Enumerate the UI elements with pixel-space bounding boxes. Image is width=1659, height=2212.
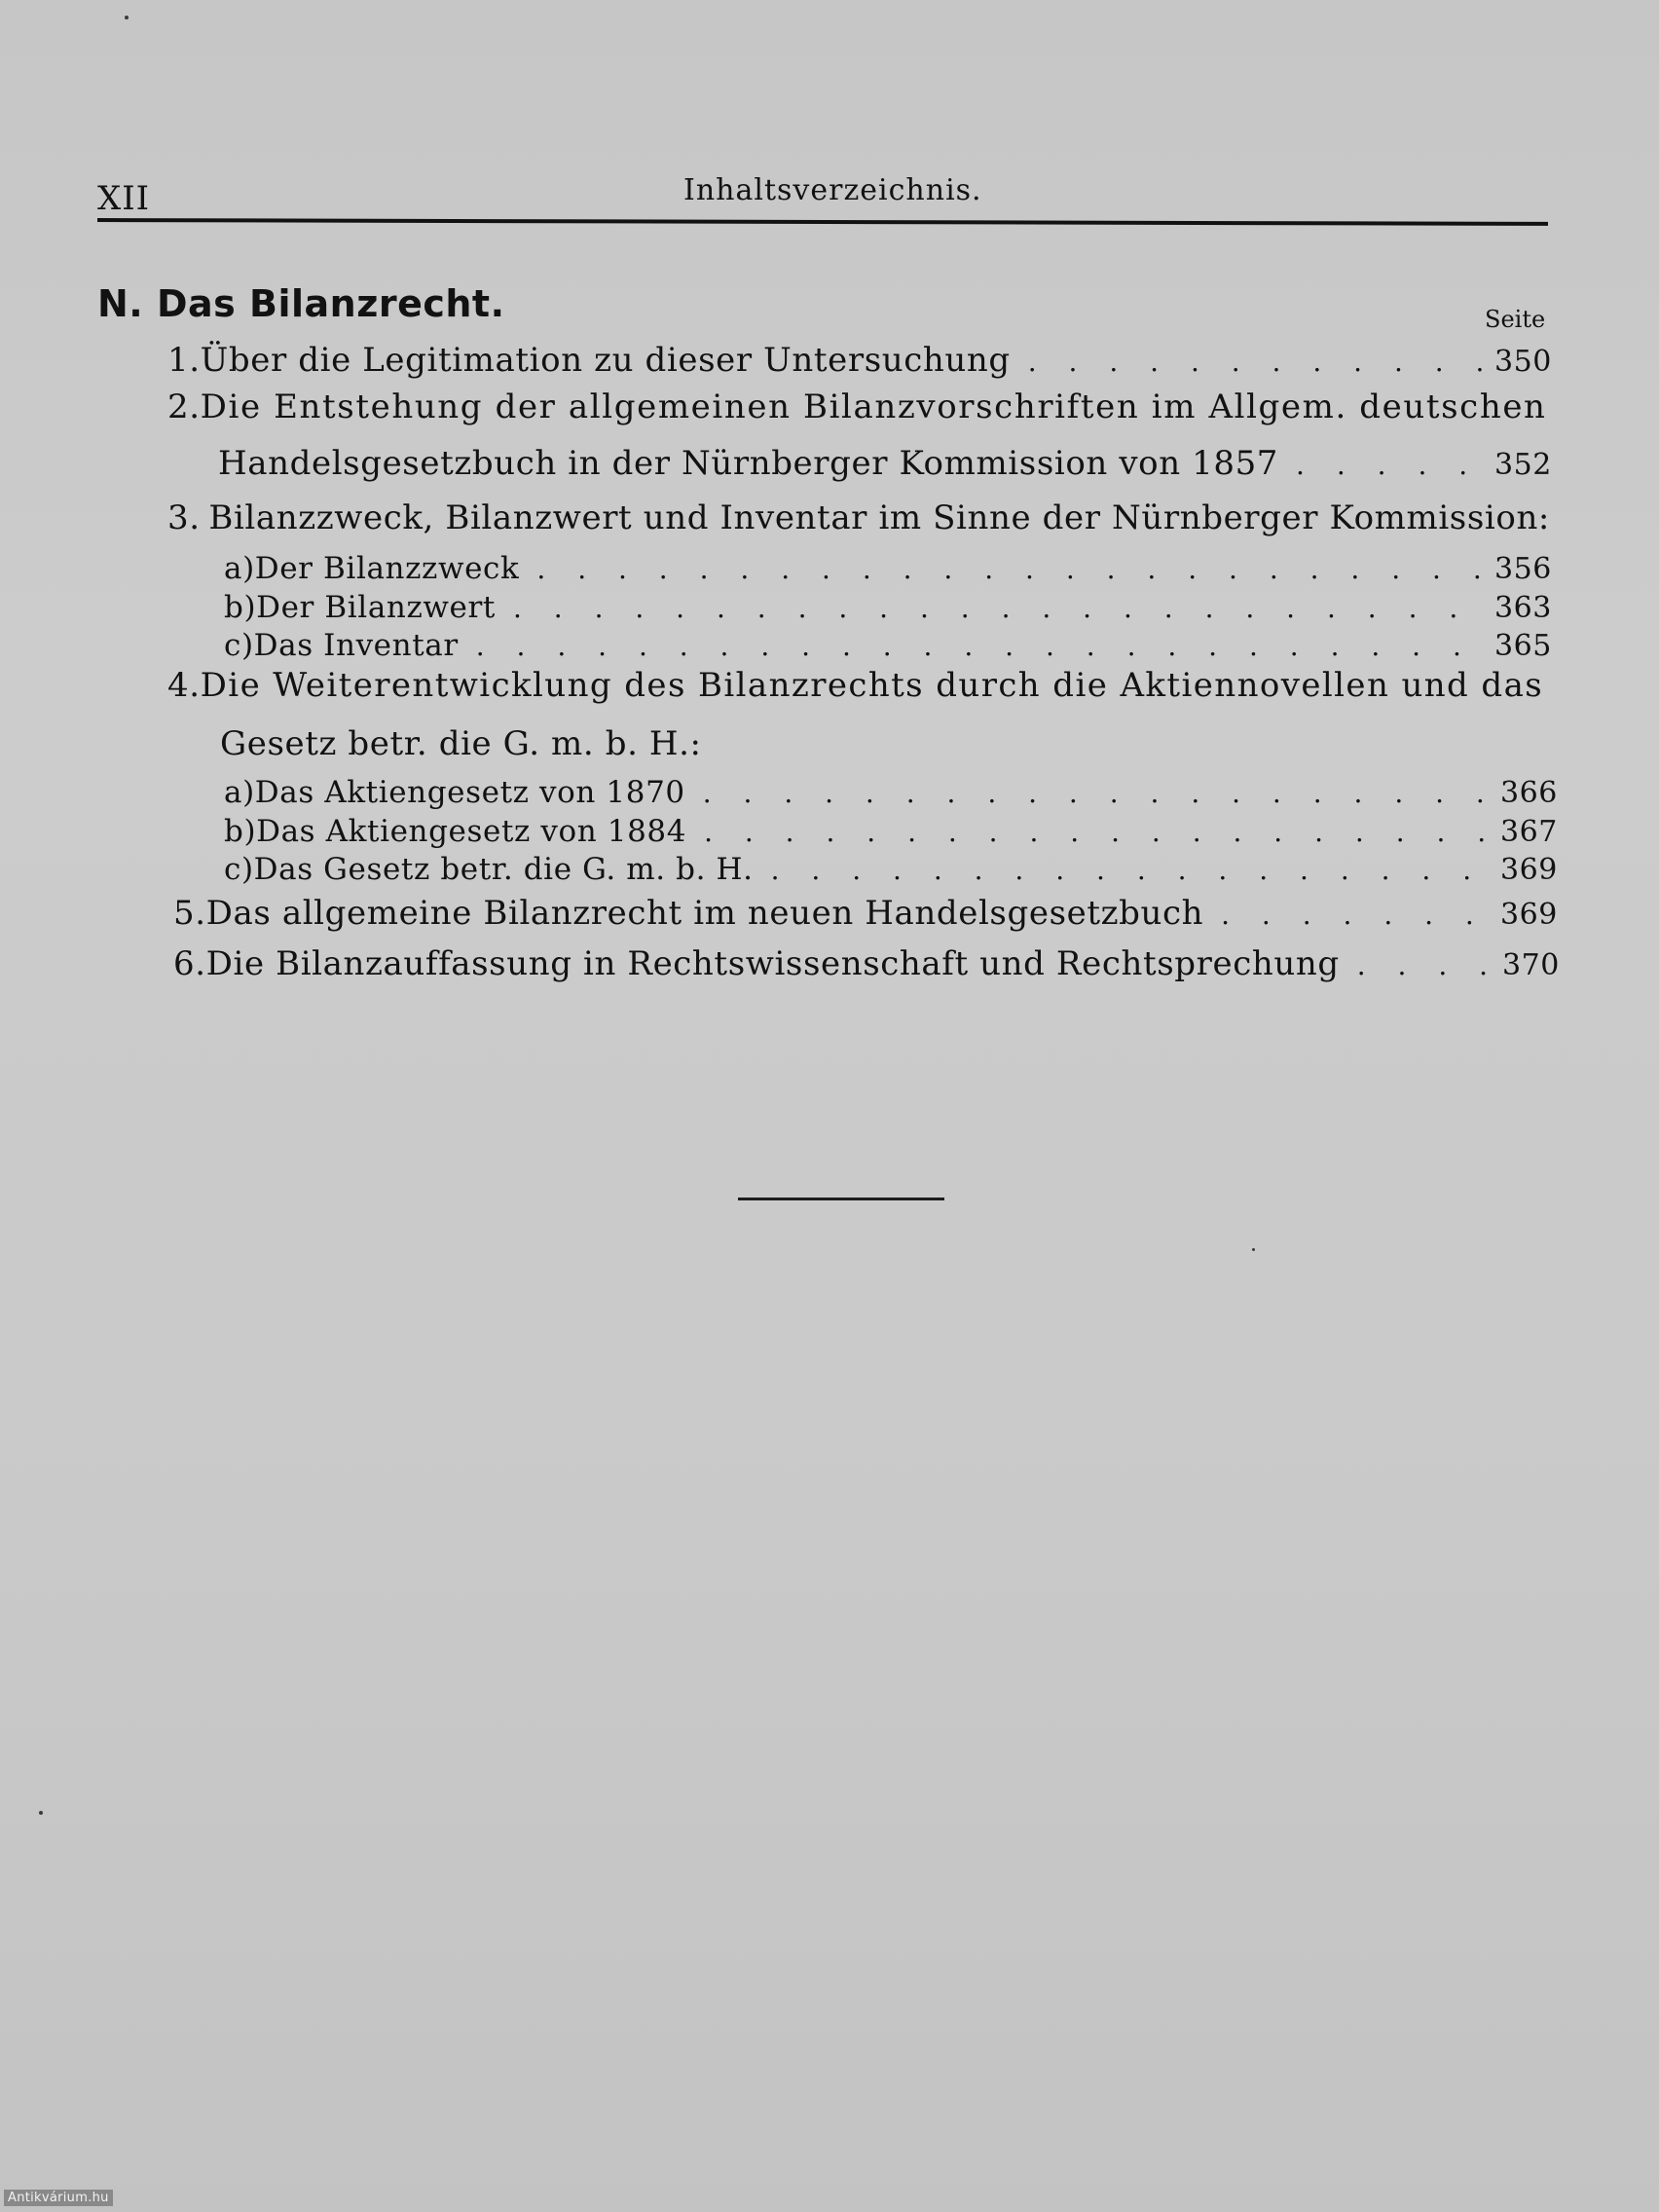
- toc-entry-2: [167, 387, 1547, 426]
- sub-entry-page: 369: [1499, 853, 1558, 887]
- paper-speck: [39, 1811, 43, 1815]
- toc-entry-6: [173, 944, 1560, 983]
- entry-title: Die Bilanzauffassung in Rechtswissenschaft und Rechtsprechung: [205, 944, 1340, 983]
- page-number: XII: [97, 179, 151, 218]
- entry-number: 2.: [167, 387, 201, 426]
- toc-entry-1: [167, 341, 1552, 380]
- entry-number: 1.: [167, 341, 201, 380]
- toc-sub-entry-3b: [224, 590, 1552, 625]
- dot-leader: [513, 592, 1489, 624]
- dot-leader: [704, 816, 1494, 848]
- toc-entry-2-continuation: [218, 444, 1552, 483]
- sub-entry-title: Das Inventar: [253, 628, 459, 663]
- dot-leader: [476, 630, 1489, 662]
- watermark: Antikvárium.hu: [4, 2190, 113, 2206]
- dot-leader: [703, 777, 1494, 809]
- entry-page: 352: [1493, 448, 1552, 482]
- sub-entry-label: c): [224, 852, 254, 887]
- toc-entry-3: [167, 498, 1550, 537]
- toc-entry-4: [167, 666, 1544, 705]
- sub-entry-label: a): [224, 775, 255, 810]
- entry-page: 369: [1499, 898, 1558, 932]
- dot-leader: [1221, 899, 1494, 931]
- sub-entry-label: a): [224, 551, 255, 586]
- entry-title: Das allgemeine Bilanzrecht im neuen Handelsgesetzbuch: [205, 894, 1204, 933]
- entry-title-line-2: Handelsgesetzbuch in der Nürnberger Kommission von 1857: [218, 444, 1279, 483]
- entry-page: 370: [1501, 948, 1560, 982]
- dot-leader: [1028, 346, 1489, 378]
- paper-speck: [1252, 1248, 1255, 1251]
- entry-number: 3.: [167, 498, 201, 537]
- entry-title: Bilanzzweck, Bilanzwert und Inventar im Sinne der Nürnberger Kommission:: [208, 498, 1550, 537]
- toc-sub-entry-4b: [224, 814, 1558, 849]
- closing-rule: [738, 1198, 944, 1200]
- toc-sub-entry-4c: [224, 852, 1558, 887]
- entry-number: 6.: [173, 944, 206, 983]
- sub-entry-title: Der Bilanzwert: [256, 590, 496, 625]
- toc-sub-entry-4a: [224, 775, 1558, 810]
- paper-speck: [125, 16, 129, 19]
- sub-entry-label: b): [224, 814, 257, 849]
- sub-entry-page: 366: [1499, 776, 1558, 810]
- dot-leader: [536, 553, 1489, 585]
- sub-entry-page: 365: [1493, 629, 1552, 663]
- entry-number: 4.: [167, 666, 201, 705]
- entry-title: Über die Legitimation zu dieser Untersuchung: [200, 341, 1011, 380]
- sub-entry-page: 356: [1493, 552, 1552, 586]
- sub-entry-title: Das Aktiengesetz von 1884: [256, 814, 687, 849]
- toc-sub-entry-3a: [224, 551, 1552, 586]
- dot-leader: [1357, 949, 1496, 981]
- toc-sub-entry-3c: [224, 628, 1552, 663]
- running-head: [97, 173, 1548, 222]
- sub-entry-title: Der Bilanzzweck: [254, 551, 520, 586]
- running-title: Inhaltsverzeichnis.: [683, 173, 982, 207]
- sub-entry-title: Das Aktiengesetz von 1870: [254, 775, 685, 810]
- sub-entry-label: c): [224, 628, 254, 663]
- entry-number: 5.: [173, 894, 206, 933]
- dot-leader: [1296, 449, 1489, 481]
- page-column-label: Seite: [1485, 306, 1546, 333]
- sub-entry-title: Das Gesetz betr. die G. m. b. H.: [253, 852, 754, 887]
- toc-entry-4-continuation: [220, 724, 1096, 763]
- section-heading: N. Das Bilanzrecht.: [97, 282, 505, 325]
- toc-entry-5: [173, 894, 1558, 933]
- sub-entry-label: b): [224, 590, 257, 625]
- entry-page: 350: [1493, 345, 1552, 379]
- entry-title-line-1: Die Entstehung der allgemeinen Bilanzvorschriften im Allgem. deutschen: [200, 387, 1547, 426]
- sub-entry-page: 367: [1499, 815, 1558, 849]
- entry-title-line-2: Gesetz betr. die G. m. b. H.:: [220, 724, 702, 763]
- dot-leader: [771, 854, 1494, 886]
- entry-title-line-1: Die Weiterentwicklung des Bilanzrechts durch die Aktiennovellen und das: [200, 666, 1544, 705]
- sub-entry-page: 363: [1493, 591, 1552, 625]
